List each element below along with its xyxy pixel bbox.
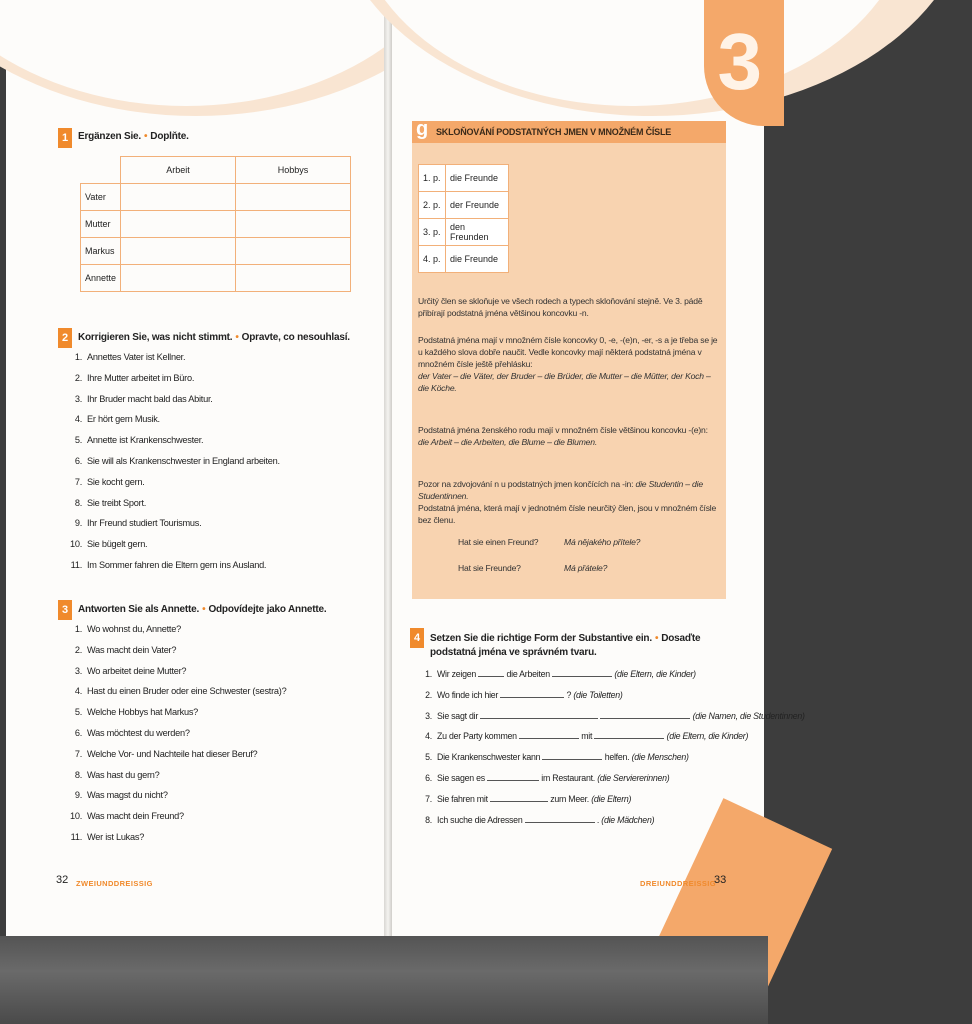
page-number: 32 [56, 874, 69, 886]
item-text: Die Krankenschwester kann [437, 752, 541, 763]
item-number: 4. [74, 686, 82, 697]
exercise-number-4: 4 [410, 628, 424, 648]
page-number: 33 [714, 874, 727, 886]
answer-blank[interactable] [542, 750, 602, 760]
item-text: die Arbeiten [506, 669, 550, 679]
list-item [68, 806, 286, 827]
list-item [418, 768, 805, 789]
book-spine [384, 6, 392, 936]
item-number: 3. [74, 665, 82, 676]
item-text: helfen. [604, 752, 630, 763]
item-number: 5. [74, 435, 82, 446]
list-item [68, 827, 286, 848]
case-label: 1. p. [419, 165, 446, 192]
list-item [68, 723, 286, 744]
row-label: Annette [81, 265, 121, 292]
case-label: 3. p. [419, 219, 446, 246]
item-number: 2. [74, 372, 82, 383]
item-text: Was möchtest du werden? [87, 727, 190, 738]
list-item [418, 706, 805, 727]
item-number: 8. [74, 769, 82, 780]
item-number: 5. [425, 752, 432, 763]
list-item [418, 789, 805, 810]
item-number: 1. [425, 669, 432, 679]
answer-cell[interactable] [236, 238, 351, 265]
list-item [68, 389, 280, 410]
column-header: Arbeit [121, 157, 236, 184]
item-text: Wo finde ich hier [437, 689, 499, 700]
list-item [68, 744, 286, 765]
item-text: Welche Hobbys hat Markus? [87, 707, 199, 718]
example-translation: Má nějakého přítele? [564, 537, 641, 547]
page-number-word: DREIUNDDREISSIG [640, 879, 717, 888]
page-number-word: ZWEIUNDDREISSIG [76, 879, 153, 888]
item-text: Ihr Freund studiert Tourismus. [87, 518, 202, 529]
item-text: Sie kocht gern. [87, 476, 145, 487]
answer-blank[interactable] [478, 667, 504, 677]
item-text: Ihr Bruder macht bald das Abitur. [87, 393, 213, 404]
list-item [68, 785, 286, 806]
item-number: 1. [74, 624, 82, 634]
item-number: 6. [425, 772, 432, 783]
exercise-2-list [68, 347, 280, 576]
left-page [6, 6, 384, 936]
answer-cell[interactable] [121, 211, 236, 238]
list-item [68, 493, 280, 514]
list-item [68, 681, 286, 702]
example-translation: Má přátele? [564, 563, 608, 573]
item-hint: (die Eltern, die Kinder) [666, 731, 749, 742]
example-question: Hat sie Freunde? [458, 563, 521, 573]
list-item [418, 664, 805, 685]
case-form: die Freunde [446, 246, 509, 273]
right-page [392, 6, 805, 936]
item-hint: (die Serviererinnen) [597, 772, 670, 783]
item-text: Sie will als Krankenschwester in England arbeiten. [87, 455, 280, 466]
list-item [68, 555, 280, 576]
item-number: 2. [425, 689, 432, 700]
case-form: der Freunde [446, 192, 509, 219]
exercise-1-title: Ergänzen Sie. • Doplňte. [78, 131, 189, 142]
column-header: Hobbys [236, 157, 351, 184]
case-form: die Freunde [446, 165, 509, 192]
answer-blank[interactable] [600, 709, 690, 719]
item-hint: (die Mädchen) [601, 814, 655, 825]
item-text: Ich suche die Adressen [437, 814, 523, 825]
chapter-number: 3 [717, 17, 762, 106]
item-text: Sie fahren mit [437, 793, 488, 804]
item-number: 7. [425, 793, 432, 804]
answer-blank[interactable] [500, 688, 564, 698]
list-item [68, 472, 280, 493]
exercise-number-1: 1 [58, 128, 72, 148]
answer-cell[interactable] [236, 265, 351, 292]
grammar-title: SKLOŇOVÁNÍ PODSTATNÝCH JMEN V MNOŽNÉM ČÍSLE [436, 127, 672, 137]
answer-cell[interactable] [236, 184, 351, 211]
item-number: 3. [74, 393, 82, 404]
exercise-number-2: 2 [58, 328, 72, 348]
item-text: Welche Vor- und Nachteile hat dieser Beruf? [87, 748, 258, 759]
item-text: . [596, 814, 600, 825]
item-text: Was hast du gern? [87, 769, 160, 780]
item-text: Hast du einen Bruder oder eine Schwester (sestra)? [87, 686, 287, 697]
item-text: Er hört gern Musik. [87, 414, 160, 425]
item-number: 3. [425, 710, 432, 721]
grammar-paragraph-3: Podstatná jména ženského rodu mají v množném čísle většinou koncovku -(e)n: die Arbeit – die Arbeiten, die Blume – die Blumen. [418, 425, 708, 447]
case-label: 4. p. [419, 246, 446, 273]
item-number: 8. [74, 497, 82, 508]
list-item [68, 451, 280, 472]
exercise-4-title: Setzen Sie die richtige Form der Substantive ein. • Dosaďte podstatná jména ve správném tvaru. [430, 633, 701, 658]
item-text: mit [581, 731, 593, 742]
item-number: 6. [74, 455, 82, 466]
item-text: Was magst du nicht? [87, 790, 168, 801]
item-hint: (die Menschen) [631, 752, 689, 763]
list-item [68, 619, 286, 640]
item-text: im Restaurant. [541, 772, 595, 783]
list-item [68, 347, 280, 368]
answer-cell[interactable] [121, 184, 236, 211]
list-item [418, 747, 805, 768]
list-item [68, 702, 286, 723]
answer-cell[interactable] [121, 265, 236, 292]
item-number: 4. [425, 731, 432, 742]
item-text: Sie sagen es [437, 772, 485, 783]
item-number: 7. [74, 748, 82, 759]
item-text: Ihre Mutter arbeitet im Büro. [87, 372, 195, 383]
item-number: 10. [69, 811, 82, 822]
answer-cell[interactable] [121, 238, 236, 265]
item-text: Sie sagt dir [437, 710, 479, 721]
row-label: Vater [81, 184, 121, 211]
item-number: 11. [70, 831, 82, 842]
list-item [68, 430, 280, 451]
example-question: Hat sie einen Freund? [458, 537, 539, 547]
answer-cell[interactable] [236, 211, 351, 238]
item-text: Annette ist Krankenschwester. [87, 435, 204, 446]
item-hint: (die Eltern) [591, 793, 632, 804]
item-number: 6. [74, 727, 82, 738]
exercise-2-title: Korrigieren Sie, was nicht stimmt. • Opravte, co nesouhlasí. [78, 332, 350, 343]
item-text: Im Sommer fahren die Eltern gern ins Ausland. [87, 559, 267, 570]
exercise-3-list [68, 619, 286, 848]
item-text: Wer ist Lukas? [87, 831, 145, 842]
case-label: 2. p. [419, 192, 446, 219]
exercise-4-list [418, 664, 805, 830]
item-number: 7. [74, 476, 82, 487]
item-text: ? [566, 689, 572, 700]
answer-blank[interactable] [552, 667, 612, 677]
case-form: den Freunden [446, 219, 509, 246]
answer-blank[interactable] [519, 729, 579, 739]
item-number: 11. [70, 559, 82, 570]
row-label: Markus [81, 238, 121, 265]
item-hint: (die Eltern, die Kinder) [614, 669, 696, 679]
list-item [68, 661, 286, 682]
item-number: 9. [74, 790, 82, 801]
list-item [68, 765, 286, 786]
grammar-letter: g [416, 118, 429, 140]
list-item [68, 640, 286, 661]
list-item [68, 534, 280, 555]
item-text: Sie bügelt gern. [87, 539, 148, 550]
item-text: Wo arbeitet deine Mutter? [87, 665, 187, 676]
exercise-1-table [80, 156, 351, 292]
background-surface [0, 936, 768, 1024]
item-hint: (die Namen, die Studentinnen) [692, 710, 805, 721]
item-number: 8. [425, 814, 432, 825]
item-text: Annettes Vater ist Kellner. [87, 352, 186, 362]
item-text: Was macht dein Vater? [87, 644, 177, 655]
list-item [418, 685, 805, 706]
answer-blank[interactable] [525, 813, 595, 823]
item-number: 2. [74, 644, 82, 655]
answer-blank[interactable] [594, 729, 664, 739]
item-number: 9. [74, 518, 82, 529]
declension-table [418, 164, 509, 273]
answer-blank[interactable] [487, 771, 539, 781]
item-text: Zu der Party kommen [437, 731, 517, 742]
answer-blank[interactable] [480, 709, 598, 719]
exercise-3-title: Antworten Sie als Annette. • Odpovídejte jako Annette. [78, 604, 327, 615]
list-item [68, 409, 280, 430]
item-text: Was macht dein Freund? [87, 811, 184, 822]
list-item [68, 513, 280, 534]
row-label: Mutter [81, 211, 121, 238]
item-text: Wir zeigen [437, 669, 477, 679]
item-text: Wo wohnst du, Annette? [87, 624, 181, 634]
item-text: Sie treibt Sport. [87, 497, 147, 508]
item-number: 5. [74, 707, 82, 718]
item-number: 1. [74, 352, 82, 362]
grammar-paragraph-2: Podstatná jména mají v množném čísle koncovky 0, -e, -(e)n, -er, -s a je třeba se je u každého slova dobře naučit. Vedle koncovky mají některá podstatná jména v množném čísle ještě přehlásku: der Vater – die Väter, der Bruder – die Brüder, die Mutter – die Mütter, der Koch – die Köche. [418, 335, 718, 393]
grammar-paragraph-1: Určitý člen se skloňuje ve všech rodech a typech skloňování stejně. Ve 3. pádě přibírají podstatná jména většinou koncovku -n. [418, 296, 703, 318]
item-text: zum Meer. [550, 793, 590, 804]
item-hint: (die Toiletten) [573, 689, 623, 700]
grammar-paragraph-4: Pozor na zdvojování n u podstatných jmen končících na -in: die Studentin – die Studentinnen. Podstatná jména, která mají v jednotném čísle neurčitý člen, jsou v množném čísle bez členu. [418, 479, 717, 525]
exercise-number-3: 3 [58, 600, 72, 620]
answer-blank[interactable] [490, 792, 548, 802]
item-number: 4. [74, 414, 82, 425]
item-number: 10. [69, 539, 82, 550]
list-item [68, 368, 280, 389]
list-item [418, 726, 805, 747]
